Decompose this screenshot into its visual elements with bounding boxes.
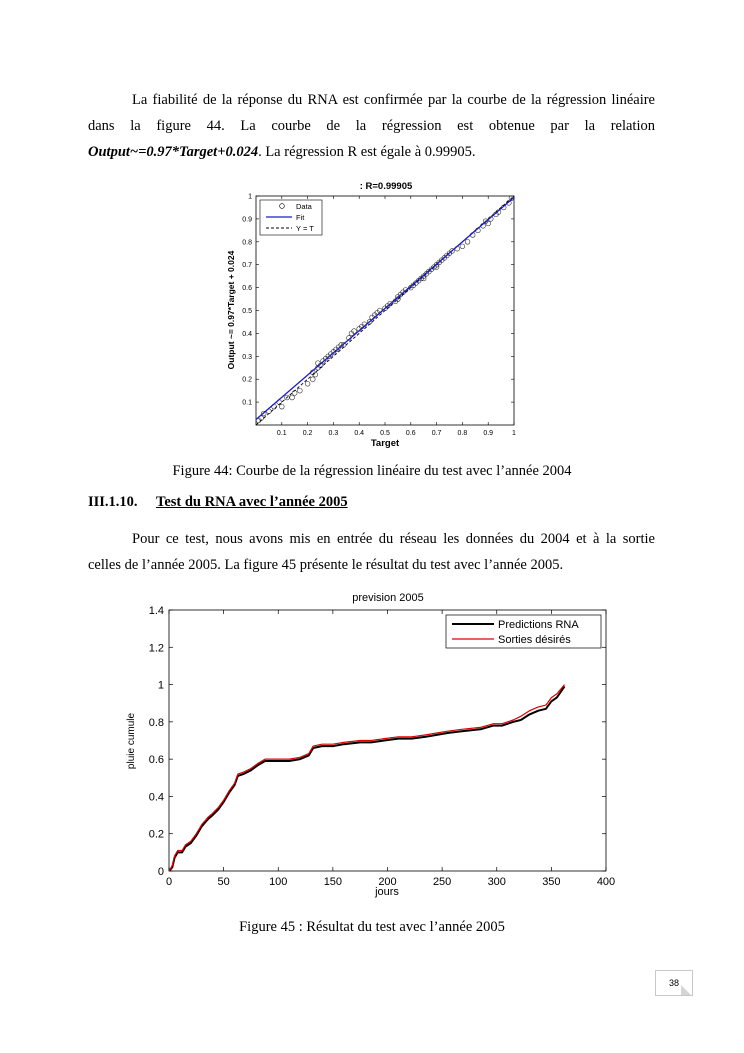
chart1-x-tick-label: 0.3 [328, 430, 339, 437]
chart1-y-tick-label: 0.9 [242, 216, 252, 224]
section-number: III.1.10. [88, 494, 138, 510]
paragraph-2-line-2: celles de l’année 2005. La figure 45 présente le résultat du test avec l’année 2005. [88, 557, 564, 573]
page-number: 38 [655, 970, 693, 996]
chart1-title: : R=0.99905 [359, 181, 413, 192]
chart2-y-tick-label: 0 [157, 866, 164, 878]
chart1-x-tick-label: 0.4 [354, 430, 365, 437]
chart2-y-tick-label: 1 [157, 679, 164, 692]
chart2-legend [446, 615, 601, 648]
legend-identity-label: Y = T [296, 224, 314, 233]
chart2-x-tick-label: 200 [378, 876, 397, 888]
legend-fit-label: Fit [296, 213, 305, 222]
chart1-y-axis-label: Output ~= 0.97*Target + 0.024 [226, 250, 236, 370]
chart1-x-tick-label: 1 [512, 430, 516, 437]
chart1-y-tick-label: 0.3 [242, 353, 252, 361]
chart1-x-tick-label: 0.2 [302, 430, 313, 437]
chart2-y-tick-label: 0.6 [148, 754, 164, 767]
chart2-x-tick-label: 0 [165, 876, 173, 888]
page-fold-decoration [681, 985, 691, 995]
chart1-x-tick-label: 0.1 [276, 430, 287, 437]
chart1-x-tick-label: 0.5 [380, 430, 390, 437]
chart1-legend [260, 200, 322, 235]
chart2-x-tick-label: 300 [487, 876, 506, 888]
chart1-x-tick-label: 0.8 [457, 430, 468, 437]
chart1-x-tick-label: 0.9 [483, 430, 494, 437]
chart2-x-tick-label: 350 [542, 876, 561, 888]
chart2-x-tick-label: 100 [269, 876, 288, 888]
chart1-x-tick-label: 0.6 [405, 430, 416, 437]
chart2-y-tick-label: 0.2 [148, 828, 164, 841]
figure-45-caption: Figure 45 : Résultat du test avec l’année 2005 [239, 919, 505, 935]
chart1-y-tick-label: 0.6 [242, 285, 252, 293]
chart1-y-tick-label: 0.5 [242, 308, 252, 315]
section-title: Test du RNA avec l’année 2005 [156, 494, 348, 510]
chart2-y-tick-label: 0.8 [148, 716, 164, 729]
chart2-x-tick-label: 250 [432, 876, 452, 888]
chart2-y-tick-label: 1.2 [148, 642, 164, 655]
regression-formula: Output~=0.97*Target+0.024 [88, 144, 259, 160]
chart1-x-axis-label: Target [370, 438, 400, 449]
chart2-y-tick-label: 0.4 [148, 791, 164, 804]
chart2-x-tick-label: 400 [596, 876, 616, 888]
chart2-y-tick-label: 1.4 [148, 605, 164, 617]
legend-predictions-label: Predictions RNA [498, 619, 579, 631]
legend-desired-label: Sorties désirés [498, 634, 571, 646]
chart1-y-tick-label: 0.2 [242, 376, 252, 384]
chart2-x-axis-label: jours [375, 886, 399, 898]
chart1-y-tick-label: 1 [248, 193, 252, 201]
regression-chart [220, 176, 550, 456]
paragraph-1-line-1: La fiabilité de la réponse du RNA est confirmée par la courbe de la régression linéaire [132, 92, 655, 108]
chart1-y-tick-label: 0.1 [242, 399, 252, 407]
legend-data-label: Data [296, 202, 312, 211]
chart1-y-tick-label: 0.7 [242, 262, 252, 270]
paragraph-1-line-3: Output~=0.97*Target+0.024. La régression R est égale à 0.99905. [88, 144, 476, 160]
chart2-x-tick-label: 150 [323, 876, 343, 888]
paragraph-1-line-2: dans la figure 44. La courbe de la régression est obtenue par la relation [88, 118, 655, 134]
prevision-chart [110, 585, 630, 905]
chart1-x-tick-label: 0.7 [431, 430, 442, 437]
chart2-y-axis-label: pluie cumule [126, 712, 137, 770]
section-heading [88, 494, 348, 511]
chart1-y-tick-label: 0.8 [242, 239, 252, 247]
paragraph-2-line-1: Pour ce test, nous avons mis en entrée du réseau les données du 2004 et à la sortie [132, 531, 655, 547]
chart1-y-tick-label: 0.4 [242, 330, 252, 338]
chart2-x-tick-label: 50 [217, 876, 230, 888]
chart2-title: prevision 2005 [352, 592, 424, 604]
figure-44-caption: Figure 44: Courbe de la régression linéaire du test avec l’année 2004 [172, 463, 572, 479]
